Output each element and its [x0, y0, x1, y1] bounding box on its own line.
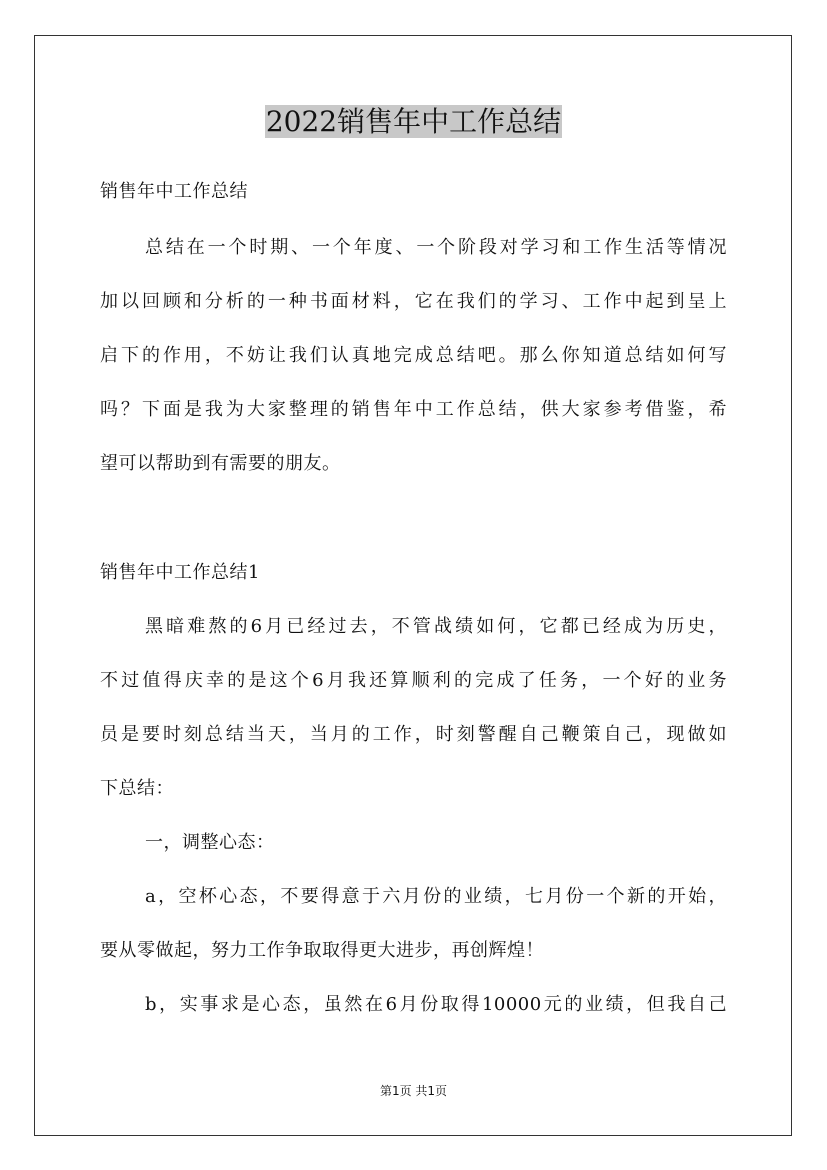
section-heading: 销售年中工作总结1 [100, 562, 260, 583]
page-footer: 第1页 共1页 [379, 1084, 448, 1098]
document-title: 2022销售年中工作总结 [265, 105, 562, 138]
subtitle: 销售年中工作总结 [100, 181, 248, 202]
section-line: 不过值得庆幸的是这个6月我还算顺利的完成了任务，一个好的业务 [100, 670, 727, 691]
intro-line: 加以回顾和分析的一种书面材料，它在我们的学习、工作中起到呈上 [100, 291, 727, 312]
section-line: 黑暗难熬的6月已经过去，不管战绩如何，它都已经成为历史， [145, 616, 727, 637]
section-line: 下总结： [100, 778, 174, 799]
section-line: 员是要时刻总结当天，当月的工作，时刻警醒自己鞭策自己，现做如 [100, 724, 727, 745]
point-a-line: 要从零做起，努力工作争取取得更大进步，再创辉煌！ [100, 940, 544, 961]
intro-line: 启下的作用，不妨让我们认真地完成总结吧。那么你知道总结如何写 [100, 345, 727, 366]
point-b-line: b，实事求是心态，虽然在6月份取得10000元的业绩，但我自己 [145, 994, 727, 1015]
point-a-line: a，空杯心态，不要得意于六月份的业绩，七月份一个新的开始， [145, 886, 727, 907]
intro-line: 吗？下面是我为大家整理的销售年中工作总结，供大家参考借鉴，希 [100, 399, 727, 420]
intro-line: 望可以帮助到有需要的朋友。 [100, 453, 341, 474]
point-heading: 一，调整心态： [145, 832, 275, 853]
intro-line: 总结在一个时期、一个年度、一个阶段对学习和工作生活等情况 [145, 237, 727, 258]
